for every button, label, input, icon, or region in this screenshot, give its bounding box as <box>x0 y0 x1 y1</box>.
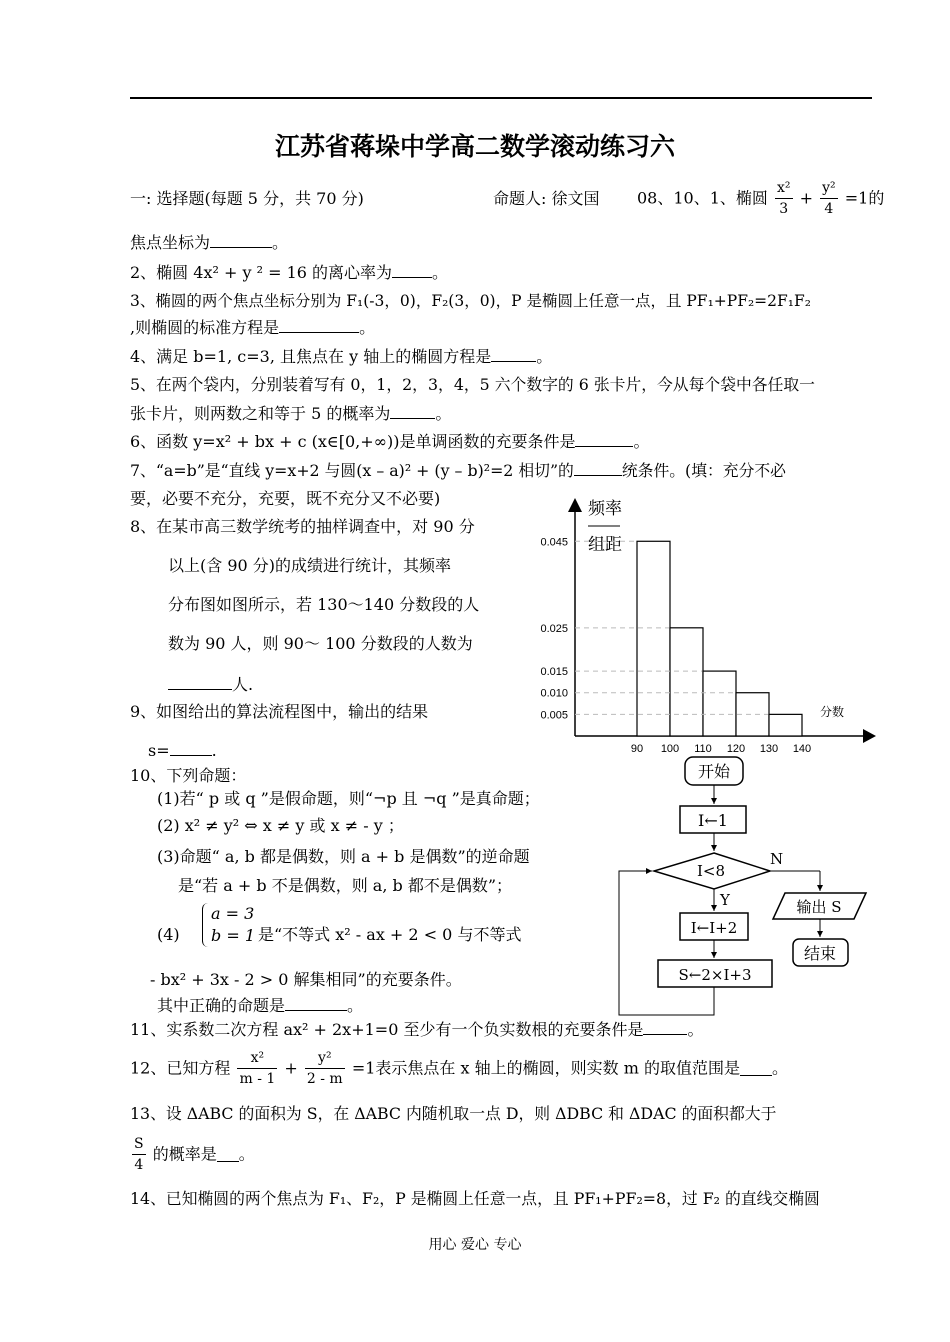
q10-s4b: 是“不等式 x² - ax + 2 < 0 与不等式 <box>258 925 522 944</box>
q13-line2: $\frac{S}{4}$ 的概率是 。 <box>134 1136 255 1173</box>
answer-blank[interactable] <box>574 461 622 476</box>
author: 命题人: 徐文国 <box>493 189 600 208</box>
q1-frac-y: $\frac{\text{y²}}{4}$ <box>822 180 836 217</box>
q12-frac-y: $\frac{\text{y²}}{2 - m}$ <box>306 1050 343 1087</box>
frequency-histogram <box>520 490 890 760</box>
q10-s5: 其中正确的命题是 。 <box>157 996 364 1015</box>
y-tick-label: 0.025 <box>540 622 568 635</box>
y-tick-label: 0.045 <box>540 536 568 549</box>
q11: 11、实系数二次方程 ax² + 2x+1=0 至少有一个负实数根的充要条件是 。 <box>130 1020 704 1039</box>
algorithm-flowchart <box>610 752 890 1022</box>
y-axis-arrow <box>568 498 582 512</box>
x-tick-label: 90 <box>630 743 644 755</box>
q1-prefix: 08、10、1、椭圆 <box>637 188 768 208</box>
start-label: 开始 <box>697 762 731 781</box>
step1-label: I←I+2 <box>690 919 738 937</box>
answer-blank[interactable] <box>643 1020 687 1035</box>
q8-line1: 8、在某市高三数学统考的抽样调查中，对 90 分 <box>130 517 475 536</box>
x-axis-label: 分数 <box>820 705 845 719</box>
q14: 14、已知椭圆的两个焦点为 F₁、F₂，P 是椭圆上任意一点，且 PF₁+PF₂=8，过 F₂ 的直线交椭圆 <box>130 1189 820 1208</box>
q1-line2: 焦点坐标为 。 <box>130 233 289 252</box>
histogram-bar <box>670 628 703 736</box>
answer-blank[interactable] <box>390 404 435 419</box>
answer-blank[interactable] <box>491 347 536 362</box>
q13-line1: 13、设 ΔABC 的面积为 S，在 ΔABC 内随机取一点 D，则 ΔDBC 和 ΔDAC 的面积都大于 <box>130 1104 777 1123</box>
q10-s2: (2) x² ≠ y² ⇔ x ≠ y 或 x ≠ - y ； <box>157 816 404 835</box>
histogram-bar <box>703 671 736 736</box>
answer-blank[interactable] <box>575 432 633 447</box>
page-title: 江苏省蒋垛中学高二数学滚动练习六 <box>274 132 675 161</box>
x-tick-label: 120 <box>726 743 746 755</box>
y-tick-label: 0.010 <box>540 687 568 700</box>
answer-blank[interactable] <box>168 675 232 690</box>
answer-blank[interactable] <box>210 233 272 248</box>
end-label: 结束 <box>803 944 837 963</box>
q3-line1: 3、椭圆的两个焦点坐标分别为 F₁(-3，0)，F₂(3，0)，P 是椭圆上任意一点，且 PF₁+PF₂=2F₁F₂ <box>130 292 811 310</box>
x-tick-label: 140 <box>792 743 812 755</box>
output-label: 输出 S <box>796 898 842 916</box>
q4: 4、满足 b=1, c=3, 且焦点在 y 轴上的椭圆方程是 。 <box>130 347 553 366</box>
q10-system: a = 3 b = 1 <box>202 903 255 947</box>
q10-s3a: (3)命题“ a, b 都是偶数，则 a + b 是偶数”的逆命题 <box>157 847 530 866</box>
x-tick-label: 110 <box>694 743 712 755</box>
q5-line2: 张卡片，则两数之和等于 5 的概率为 。 <box>130 404 452 423</box>
x-tick-label: 100 <box>660 743 680 755</box>
q7-line2: 要，必要不充分，充要，既不充分又不必要) <box>130 489 441 508</box>
answer-blank[interactable] <box>285 996 347 1011</box>
q8-line5: 人. <box>168 675 253 695</box>
answer-blank[interactable] <box>279 318 359 333</box>
init-label: I←1 <box>698 811 728 830</box>
q3-line2: ,则椭圆的标准方程是 。 <box>130 318 376 337</box>
q1-frac-x: $\frac{\text{x²}}{3}$ <box>777 180 791 217</box>
q12-frac-x: $\frac{\text{x²}}{m - 1}$ <box>239 1050 276 1087</box>
answer-blank[interactable] <box>170 741 212 756</box>
q10-s4c: - bx² + 3x - 2 > 0 解集相同”的充要条件。 <box>150 970 462 989</box>
q7-line1: 7、“a=b”是“直线 y=x+2 与圆(x – a)² + (y – b)²=2 相切”的 统条件。(填：充分不必 <box>130 461 786 480</box>
section-heading: 一: 选择题(每题 5 分，共 70 分) <box>130 189 364 208</box>
histogram-bar <box>769 714 802 736</box>
y-label-bottom: 组距 <box>588 535 622 555</box>
answer-blank[interactable] <box>217 1147 239 1162</box>
x-tick-label: 130 <box>759 743 779 755</box>
y-tick-label: 0.015 <box>540 666 568 679</box>
answer-blank[interactable] <box>392 263 432 278</box>
q2: 2、椭圆 4x² + y ² = 16 的离心率为 。 <box>130 263 449 282</box>
condition-label: I<8 <box>696 862 726 880</box>
q10-title: 10、下列命题： <box>130 766 247 785</box>
q9-line1: 9、如图给出的算法流程图中，输出的结果 <box>130 702 429 721</box>
q10-s3b: 是“若 a + b 不是偶数，则 a, b 都不是偶数”； <box>178 876 513 895</box>
footer: 用心 爱心 专心 <box>428 1237 522 1253</box>
step2-label: S←2×I+3 <box>678 966 752 984</box>
x-axis-arrow <box>863 729 876 743</box>
q8-line4: 数为 90 人，则 90～ 100 分数段的人数为 <box>168 634 473 653</box>
yes-label: Y <box>720 891 730 909</box>
q12: 12、已知方程 $\frac{\text{x²}}{m - 1}$ + $\frac{\text{y²}}{2 - m}$ =1表示焦点在 x 轴上的椭圆，则实数 m 的取值范围是 。 <box>130 1050 788 1087</box>
q6: 6、函数 y=x² + bx + c (x∈[0,+∞))是单调函数的充要条件是 。 <box>130 432 650 451</box>
histogram-bar <box>637 541 670 736</box>
q1-line1: 08、10、1、椭圆 $\frac{\text{x²}}{3}$ + $\frac{\text{y²}}{4}$ =1的 <box>637 180 885 217</box>
q9-line2: s= . <box>148 741 217 760</box>
answer-blank[interactable] <box>740 1061 772 1076</box>
q10-s1: (1)若“ p 或 q ”是假命题，则“¬p 且 ¬q ”是真命题； <box>157 789 540 808</box>
q8-line3: 分布图如图所示，若 130～140 分数段的人 <box>168 595 480 614</box>
q5-line1: 5、在两个袋内，分别装着写有 0，1，2，3，4，5 六个数字的 6 张卡片，今从每个袋中各任取一 <box>130 375 815 394</box>
q13-frac: $\frac{S}{4}$ <box>134 1136 144 1173</box>
header-rule <box>130 97 872 99</box>
y-tick-label: 0.005 <box>540 709 568 722</box>
y-label-top: 频率 <box>588 499 622 519</box>
q10-s4a: (4) <box>157 925 180 944</box>
q8-line2: 以上(含 90 分)的成绩进行统计，其频率 <box>168 556 452 575</box>
no-label: N <box>770 850 784 868</box>
